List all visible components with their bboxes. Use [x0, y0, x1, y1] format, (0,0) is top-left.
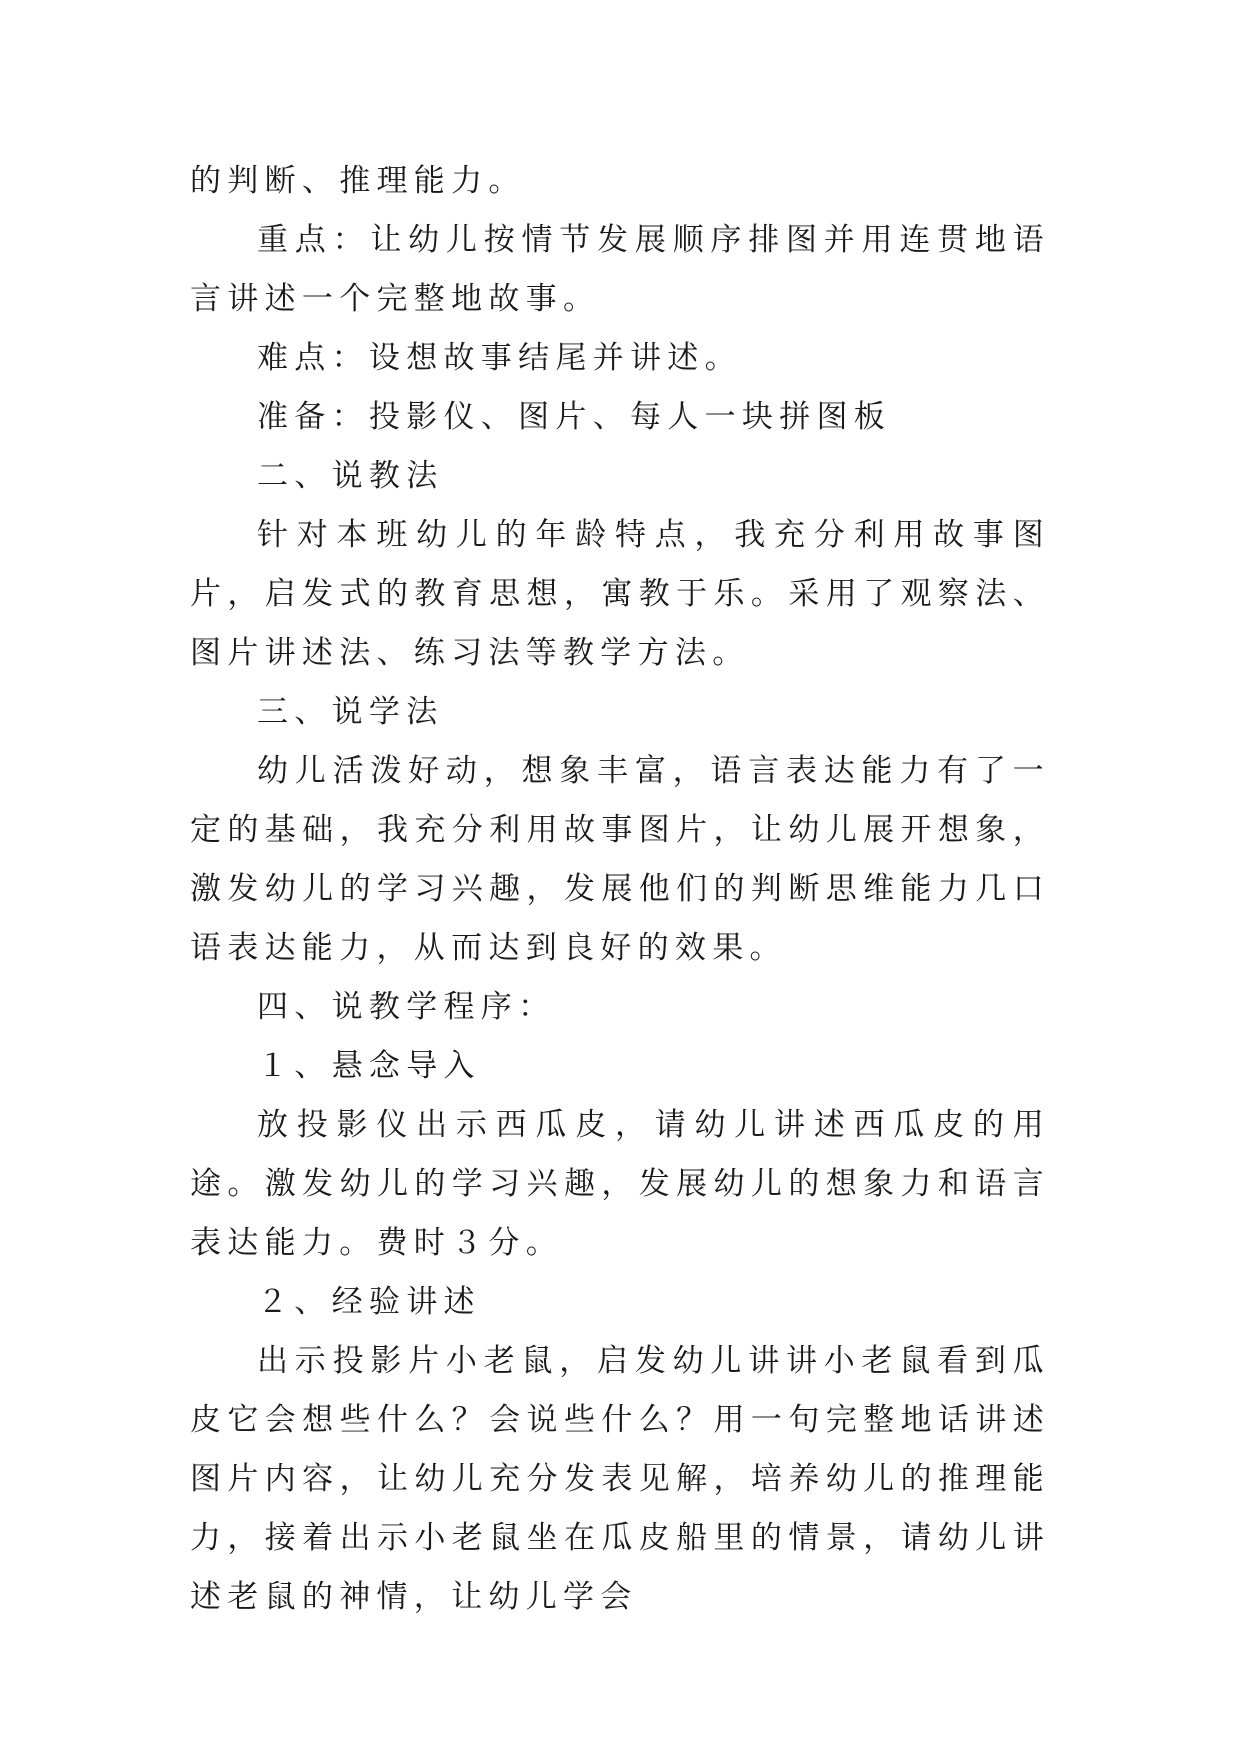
- paragraph-key-point: 重点：让幼儿按情节发展顺序排图并用连贯地语言讲述一个完整地故事。: [190, 222, 1050, 317]
- section-heading-learning-method: 三、说学法: [257, 694, 444, 730]
- paragraph-learning-method: 幼儿活泼好动，想象丰富，语言表达能力有了一定的基础，我充分利用故事图片，让幼儿展开想象，激发幼儿的学习兴趣，发展他们的判断思维能力几口语表达能力，从而达到良好的效果。: [190, 753, 1050, 966]
- section-heading-teaching-procedure: 四、说教学程序：: [257, 989, 556, 1025]
- subheading-experience-narration: ２、经验讲述: [257, 1284, 481, 1320]
- document-page: [190, 152, 1050, 1627]
- section-heading-teaching-method: 二、说教法: [257, 458, 444, 494]
- paragraph-experience-narration: 出示投影片小老鼠，启发幼儿讲讲小老鼠看到瓜皮它会想些什么？会说些什么？用一句完整地话讲述图片内容，让幼儿充分发表见解，培养幼儿的推理能力，接着出示小老鼠坐在瓜皮船里的情景，请幼儿讲述老鼠的神情，让幼儿学会: [190, 1343, 1050, 1615]
- paragraph-suspense-intro: 放投影仪出示西瓜皮，请幼儿讲述西瓜皮的用途。激发幼儿的学习兴趣，发展幼儿的想象力和语言表达能力。费时３分。: [190, 1107, 1050, 1261]
- paragraph-preparation: 准备：投影仪、图片、每人一块拼图板: [257, 399, 892, 435]
- paragraph-difficulty: 难点：设想故事结尾并讲述。: [257, 340, 742, 376]
- subheading-suspense-intro: １、悬念导入: [257, 1048, 481, 1084]
- paragraph-continuation: 的判断、推理能力。: [190, 163, 526, 199]
- paragraph-teaching-method: 针对本班幼儿的年龄特点，我充分利用故事图片，启发式的教育思想，寓教于乐。采用了观察法、图片讲述法、练习法等教学方法。: [190, 517, 1050, 671]
